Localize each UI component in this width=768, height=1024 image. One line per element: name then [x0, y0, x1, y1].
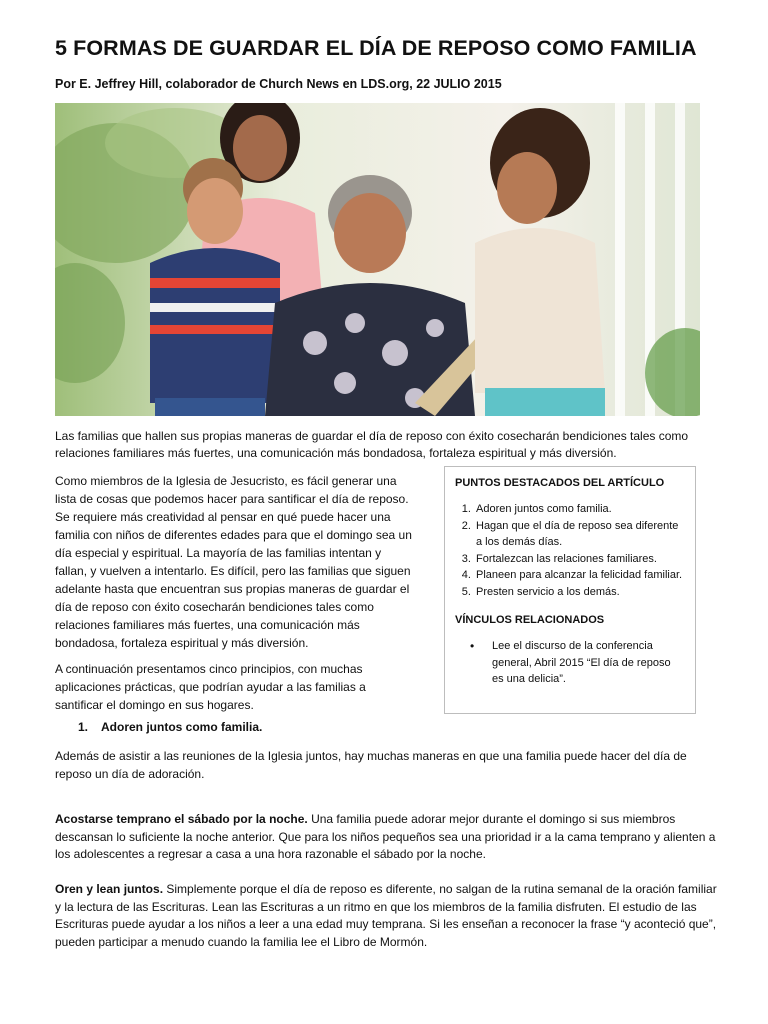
- highlight-item: 1. Adoren juntos como familia.: [474, 501, 685, 518]
- tip-paragraph: [55, 811, 717, 864]
- intro-paragraph: A continuación presentamos cinco principios, con muchas aplicaciones prácticas, que podrían ayudar a las familias a santificar el domingo en sus hogares.: [55, 662, 366, 712]
- links-list: [455, 638, 685, 688]
- intro-paragraph: Como miembros de la Iglesia de Jesucristo, es fácil generar una lista de cosas que podemos hacer para santificar el día de reposo. Se requiere más creatividad al pensar en qué puede hacer una familia con niños de diferentes edades para que el domingo sea un día especial y espiritual. La mayoría de las familias intentan y fallan, y vuelven a intentarlo. Es difícil, pero las familias que siguen adelante hasta que encuentran sus propias maneras de guardar el día de reposo con éxito cosecharán bendiciones tales como relaciones familiares más fuertes, una comunicación más bondadosa, fortaleza espiritual y más diversión.: [55, 474, 412, 650]
- highlights-title: PUNTOS DESTACADOS DEL ARTÍCULO: [455, 477, 665, 489]
- tip-text: Simplemente porque el día de reposo es diferente, no salgan de la rutina semanal de la oración familiar y la lectura de las Escrituras. Lean las Escrituras a un ritmo en que los miembros de la familia disfruten. El estudio de las Escrituras puede ayudar a los niños a leer a una edad muy temprana. Si les enseñan a reconocer la frase “y aconteció que”, pueden participar a menudo cuando la familia lee el Libro de Mormón.: [55, 882, 717, 949]
- article-byline: Por E. Jeffrey Hill, colaborador de Church News en LDS.org, 22 JULIO 2015: [55, 77, 502, 91]
- highlight-item: 5. Presten servicio a los demás.: [474, 584, 685, 601]
- highlight-item: 2. Hagan que el día de reposo sea diferente a los demás días.: [474, 518, 685, 551]
- section-heading: [78, 720, 262, 734]
- article-sidebar: [444, 466, 696, 714]
- section-number: 1.: [78, 720, 89, 734]
- tip-lead: Oren y lean juntos.: [55, 882, 164, 896]
- section-paragraph: Además de asistir a las reuniones de la Iglesia juntos, hay muchas maneras en que una familia puede hacer del día de reposo un día de adoración.: [55, 749, 687, 781]
- tip-lead: Acostarse temprano el sábado por la noche.: [55, 812, 308, 826]
- tip-paragraph: [55, 881, 717, 951]
- lead-paragraph: Las familias que hallen sus propias maneras de guardar el día de reposo con éxito cosecharán bendiciones tales como relaciones familiares más fuertes, una comunicación más bondadosa, fortaleza espiritual y más diversión.: [55, 429, 689, 460]
- tip-text: Una familia puede adorar mejor durante el domingo si sus miembros descansan lo suficiente la noche anterior. Que para los niños pequeños sea una prioridad ir a la cama temprano y alienten a los adolescentes a regresar a casa a una hora razonable el sábado por la noche.: [55, 812, 716, 861]
- section-heading-text: Adoren juntos como familia.: [101, 720, 263, 734]
- highlight-item: 4. Planeen para alcanzar la felicidad familiar.: [474, 567, 685, 584]
- article-title: 5 FORMAS DE GUARDAR EL DÍA DE REPOSO COMO FAMILIA: [55, 36, 697, 60]
- intro-column: [55, 472, 415, 722]
- related-link[interactable]: • Lee el discurso de la conferencia general, Abril 2015 “El día de reposo es una delicia”.: [492, 638, 685, 688]
- highlights-list: [455, 501, 685, 600]
- highlight-item: 3. Fortalezcan las relaciones familiares.: [474, 551, 685, 568]
- links-title: VÍNCULOS RELACIONADOS: [455, 614, 605, 626]
- family-photo: [55, 103, 700, 416]
